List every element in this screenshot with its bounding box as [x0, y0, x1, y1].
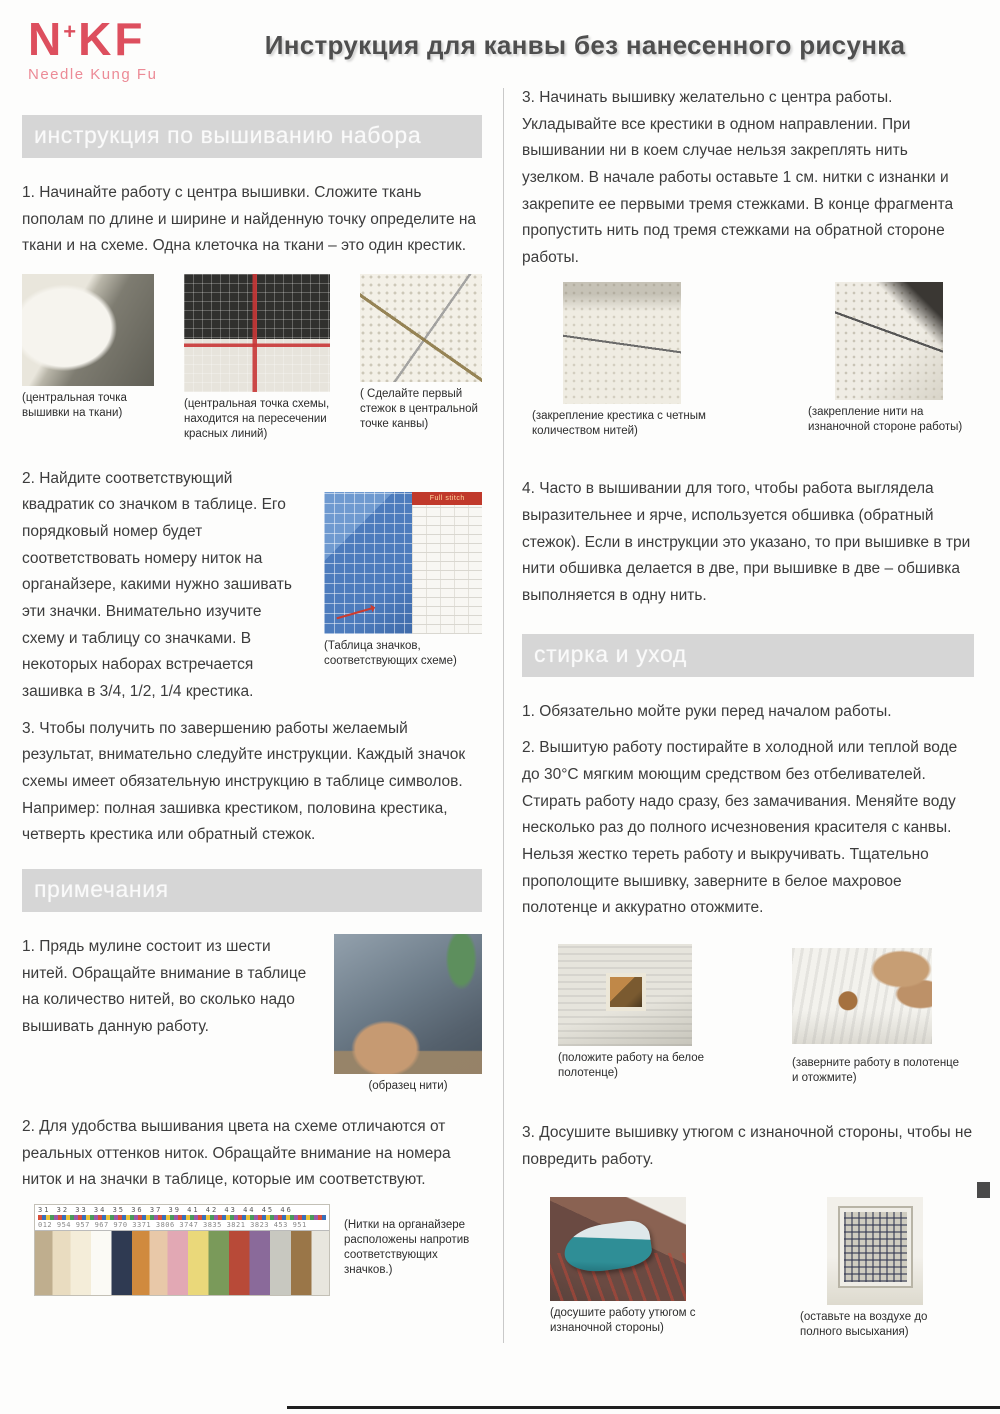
- photo-fix-thread-back: [835, 282, 943, 400]
- figure-row-fixing: [522, 282, 974, 439]
- paragraph-note2: 2. Для удобства вышивания цвета на схеме отличаются от реальных оттенков ниток. Обращайте внимание на номера ниток и на значки в таблице, которые им соответствуют.: [22, 1117, 451, 1189]
- logo-mark: [28, 13, 218, 65]
- organizer-header: [35, 1205, 329, 1231]
- figure-symbol-table: [324, 492, 482, 669]
- figure-towel-lay: [558, 944, 728, 1086]
- organizer-number-row: 31 32 33 34 35 36 37 39 41 42 43 44 45 46: [38, 1205, 293, 1214]
- paragraph-step3: 3. Чтобы получить по завершению работы желаемый результат, внимательно следуйте инструкции. Каждый значок схемы имеет обязательную инструкцию в таблице символов. Например: полная зашивка крестиком, половина крестика, четверть крестика или обратный стежок.: [22, 719, 466, 844]
- organizer-symbol-row: [38, 1215, 326, 1220]
- photo-thread-organizer: [34, 1204, 330, 1296]
- figure-caption: (Таблица значков, соответствующих схеме): [324, 639, 457, 667]
- embroidery-frame: [840, 1208, 911, 1286]
- symbol-chart-grid: [324, 492, 412, 634]
- figure-caption: (положите работу на белое полотенце): [558, 1052, 705, 1079]
- section-header-washing-care: [522, 634, 974, 677]
- organizer-code-row: 012 954 957 967 970 3371 3806 3747 3835 3821 3823 453 951: [38, 1220, 307, 1229]
- photo-iron-drying: [550, 1197, 686, 1301]
- photo-fix-cross: [563, 282, 681, 404]
- figure-row-drying: [522, 1197, 974, 1340]
- organizer-block: [22, 1204, 482, 1296]
- figure-caption: (центральная точка вышивки на ткани): [22, 391, 127, 419]
- step2-block: [22, 466, 482, 706]
- figure-caption: (закрепление крестика с четным количеством нитей): [532, 409, 706, 437]
- section-header-label: стирка и уход: [534, 640, 687, 667]
- figure-towel-wring: [792, 944, 964, 1086]
- brand-logo: [28, 13, 218, 83]
- scan-edge-mark: [977, 1182, 990, 1198]
- photo-wring-in-towel: [792, 948, 932, 1044]
- photo-work-on-towel: [558, 944, 692, 1046]
- figure-caption: (оставьте на воздухе до полного высыхания): [800, 1311, 928, 1339]
- figure-row-towel: [522, 944, 974, 1086]
- paragraph-care1: 1. Обязательно мойте руки перед началом работы.: [522, 702, 892, 720]
- photo-first-stitch: [360, 274, 482, 382]
- figure-fix-cross: [532, 282, 712, 439]
- photo-chart-center-point: [184, 274, 330, 392]
- paragraph-care3: 3. Досушите вышивку утюгом с изнаночной стороны, чтобы не повредить работу.: [522, 1123, 973, 1168]
- photo-air-drying: [827, 1197, 923, 1305]
- figure-thread-sample: [334, 934, 482, 1094]
- red-arrow-icon: [337, 607, 375, 620]
- figure-fix-thread-back: [808, 282, 970, 439]
- figure-caption: (Нитки на органайзере расположены напротив соответствующих значков.): [344, 1218, 470, 1276]
- figure-air-dry: [800, 1197, 950, 1340]
- symbol-table-rows: [412, 505, 482, 634]
- symbol-table-header: Full stitch: [412, 492, 482, 505]
- photo-fabric-center-point: [22, 274, 154, 386]
- embroidery-patch: [606, 973, 646, 1012]
- paragraph-care2: 2. Вышитую работу постирайте в холодной или теплой воде до 30°С мягким моющим средством без отбеливателей. Стирать работу надо сразу, без замачивания. Меняйте воду несколько раз до полного исчезновения красителя с канвы. Нельзя жестко тереть работу и выкручивать. Тщательно прополощите вышивку, заверните в белое махровое полотенце и аккуратно отожмите.: [522, 739, 958, 917]
- logo-letter-n: N: [28, 13, 65, 65]
- figure-row-center-point: [22, 274, 482, 442]
- paragraph-step4: 4. Часто в вышивании для того, чтобы работа выглядела выразительнее и ярче, используется обшивка (обратный стежок). Если в инструкции это указано, то при вышивке в три нити обшивка делается в две, при вышивке в две – обшивка выполняется в одну нить.: [522, 480, 971, 605]
- right-column: [522, 85, 974, 1340]
- figure-fabric-center: [22, 274, 154, 442]
- left-column: [22, 115, 482, 1296]
- scan-edge-line: [287, 1406, 1000, 1409]
- symbol-table-panel: [412, 492, 482, 634]
- figure-caption: ( Сделайте первый стежок в центральной точке канвы): [360, 387, 478, 430]
- figure-first-stitch: [360, 274, 482, 442]
- photo-symbol-table: [324, 492, 482, 634]
- figure-caption: (заверните работу в полотенце и отожмите): [792, 1057, 960, 1084]
- figure-caption: (образец нити): [368, 1079, 448, 1092]
- paragraph-step2: 2. Найдите соответствующий квадратик со значком в таблице. Его порядковый номер будет соответствовать номеру ниток на органайзере, какими нужно зашивать эти значки. Внимательно изучите схему и таблицу со значками. В некоторых наборах встречается зашивка в 3/4, 1/2, 1/4 крестика.: [22, 469, 292, 701]
- section-header-kit-instructions: [22, 115, 482, 158]
- figure-chart-center: [184, 274, 330, 442]
- figure-thread-organizer: [34, 1204, 330, 1296]
- logo-letters-kf: KF: [78, 13, 146, 65]
- page-title: Инструкция для канвы без нанесенного рисунка: [264, 30, 906, 60]
- photo-thread-sample: [334, 934, 482, 1074]
- section-header-notes: [22, 869, 482, 912]
- section-header-label: примечания: [34, 875, 169, 902]
- logo-subtitle: Needle Kung Fu: [28, 66, 158, 83]
- organizer-threads: [35, 1231, 329, 1295]
- figure-iron-dry: [550, 1197, 726, 1340]
- figure-caption: (закрепление нити на изнаночной стороне работы): [808, 405, 963, 433]
- column-divider: [503, 88, 504, 1343]
- notes-block-1: [22, 934, 482, 1094]
- section-header-label: инструкция по вышиванию набора: [34, 122, 422, 148]
- paragraph-note1: 1. Прядь мулине состоит из шести нитей. Обращайте внимание в таблице на количество нитей, во сколько надо вышивать данную работу.: [22, 937, 307, 1035]
- figure-caption: (центральная точка схемы, находится на пересечении красных линий): [184, 397, 330, 440]
- figure-caption: (досушите работу утюгом с изнаночной стороны): [550, 1307, 696, 1335]
- logo-plus-icon: +: [63, 19, 80, 44]
- paragraph-step3-continued: 3. Начинать вышивку желательно с центра работы. Укладывайте все крестики в одном направлении. При вышивании ни в коем случае нельзя закреплять нить узелком. В начале работы оставьте 1 см. нитки с изнанки и закрепите ее первыми тремя стежками. В конце фрагмента пропустить нить под тремя стежками на обратной стороне работы.: [522, 89, 954, 266]
- paragraph-step1: 1. Начинайте работу с центра вышивки. Сложите ткань пополам по длине и ширине и найденную точку определите на ткани и на схеме. Одна клеточка на ткани – это один крестик.: [22, 184, 477, 255]
